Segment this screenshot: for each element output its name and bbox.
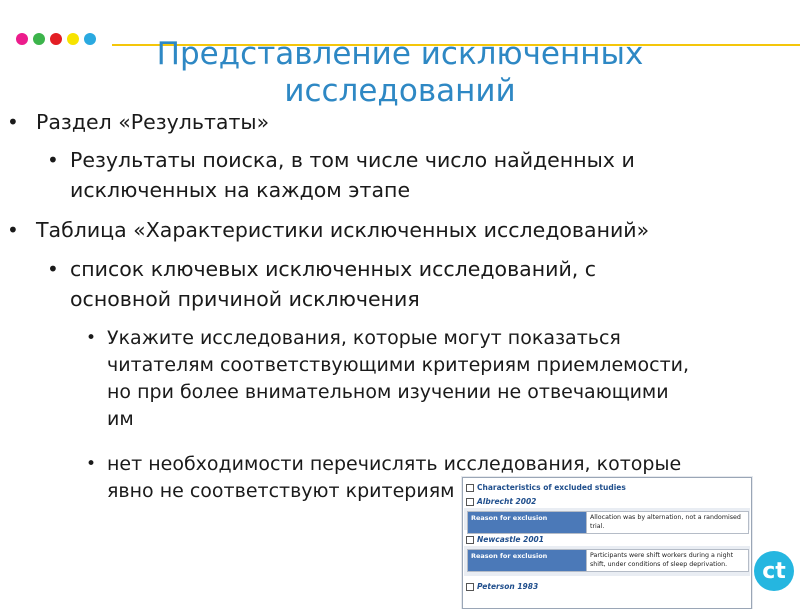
bullet-dot: • <box>7 110 19 134</box>
table-header-label: Characteristics of excluded studies <box>477 483 626 492</box>
study-title <box>466 535 544 544</box>
bullet-dot: • <box>7 218 19 242</box>
bullet-dot: • <box>47 257 59 281</box>
bullet-results-section: Раздел «Результаты» <box>36 110 270 134</box>
collapse-icon <box>466 484 474 492</box>
slide-title <box>90 36 710 110</box>
bullet-indicate-line-2: читателям соответствующими критериям приемлемости, <box>107 354 690 376</box>
study-name: Peterson 1983 <box>477 582 539 591</box>
bullet-indicate-line-1: Укажите исследования, которые могут показаться <box>107 327 621 349</box>
collapse-icon <box>466 583 474 591</box>
excluded-studies-table-image <box>462 477 752 609</box>
dot-yellow <box>67 33 79 45</box>
title-line-2: исследований <box>284 73 516 109</box>
table-header <box>466 483 626 492</box>
bullet-key-studies-line-1: список ключевых исключенных исследований, с <box>70 257 597 281</box>
study-name: Newcastle 2001 <box>477 535 544 544</box>
ct-logo: ct <box>754 551 794 591</box>
bullet-search-results-line-1: Результаты поиска, в том числе число найденных и <box>70 148 635 172</box>
dot-green <box>33 33 45 45</box>
study-title <box>466 497 536 506</box>
study-title <box>466 582 538 591</box>
bullet-key-studies-line-2: основной причиной исключения <box>70 287 420 311</box>
bullet-indicate-line-4: им <box>107 408 134 430</box>
row-value: Participants were shift workers during a night shift, under conditions of sleep deprivation. <box>586 550 748 571</box>
row-value: Allocation was by alternation, not a randomised trial. <box>586 512 748 533</box>
table-row <box>467 549 749 572</box>
table-row <box>467 511 749 534</box>
bullet-dot: • <box>86 454 97 474</box>
decorative-dots <box>16 33 96 45</box>
title-line-1: Представление исключенных <box>156 36 644 72</box>
bullet-no-need-line-2: явно не соответствуют критериям <box>107 480 455 502</box>
study-name: Albrecht 2002 <box>477 497 537 506</box>
bullet-dot: • <box>47 148 59 172</box>
collapse-icon <box>466 498 474 506</box>
bullet-indicate-line-3: но при более внимательном изучении не отвечающими <box>107 381 669 403</box>
bullet-dot: • <box>86 328 97 348</box>
dot-pink <box>16 33 28 45</box>
bullet-search-results-line-2: исключенных на каждом этапе <box>70 178 411 202</box>
row-key: Reason for exclusion <box>468 512 586 533</box>
collapse-icon <box>466 536 474 544</box>
row-key: Reason for exclusion <box>468 550 586 571</box>
bullet-excluded-table: Таблица «Характеристики исключенных исследований» <box>36 218 650 242</box>
bullet-no-need-line-1: нет необходимости перечислять исследования, которые <box>107 453 682 475</box>
dot-red <box>50 33 62 45</box>
